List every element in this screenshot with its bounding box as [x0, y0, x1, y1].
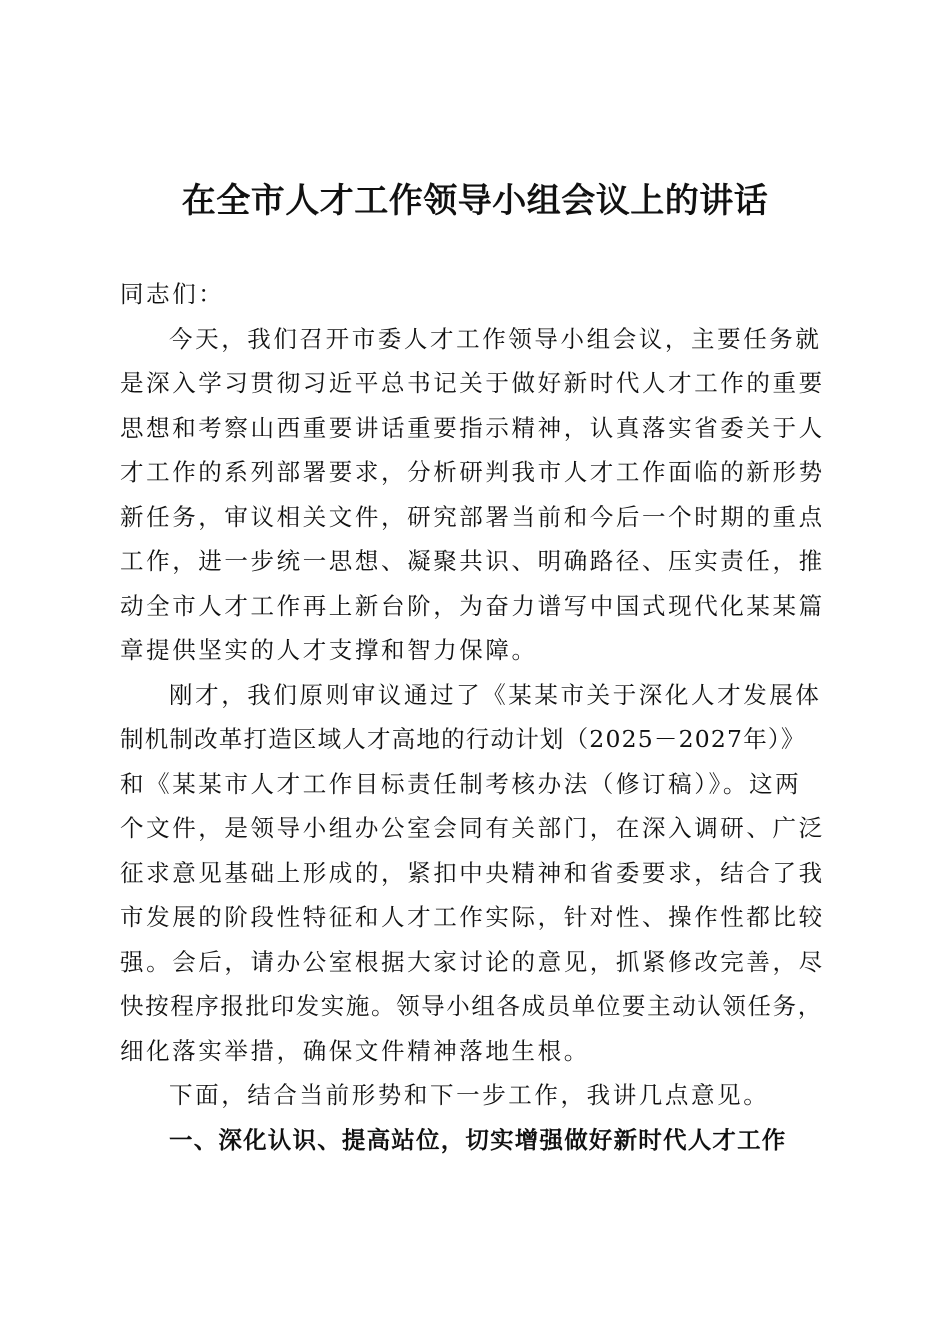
paragraph-line: 制机制改革打造区域人才高地的行动计划（2025－2027年）》: [120, 725, 806, 753]
document-body: [120, 272, 832, 1162]
paragraph-line: 市发展的阶段性特征和人才工作实际，针对性、操作性都比较: [120, 903, 825, 931]
paragraph-line: 思想和考察山西重要讲话重要指示精神，认真落实省委关于人: [120, 413, 825, 442]
salutation: 同志们：: [120, 280, 225, 308]
paragraph-line: 下面，结合当前形势和下一步工作，我讲几点意见。: [169, 1081, 770, 1109]
paragraph-line: 征求意见基础上形成的，紧扣中央精神和省委要求，结合了我: [120, 858, 825, 887]
paragraph-line: 和《某某市人才工作目标责任制考核办法（修订稿）》。这两: [120, 769, 802, 798]
paragraph-line: 动全市人才工作再上新台阶，为奋力谱写中国式现代化某某篇: [120, 591, 825, 620]
paragraph-line: 个文件，是领导小组办公室会同有关部门，在深入调研、广泛: [120, 814, 825, 842]
paragraph-opening: [120, 317, 832, 673]
paragraph-line: 刚才，我们原则审议通过了《某某市关于深化人才发展体: [169, 680, 822, 709]
paragraph-line: 今天，我们召开市委人才工作领导小组会议，主要任务就: [169, 324, 822, 353]
paragraph-line: 强。会后，请办公室根据大家讨论的意见，抓紧修改完善，尽: [120, 947, 825, 976]
paragraph-line: 章提供坚实的人才支撑和智力保障。: [120, 636, 538, 664]
paragraph-documents-review: [120, 673, 832, 1074]
paragraph-line: 快按程序报批印发实施。领导小组各成员单位要主动认领任务，: [120, 992, 823, 1020]
paragraph-line: 才工作的系列部署要求，分析研判我市人才工作面临的新形势: [120, 458, 825, 486]
paragraph-line: 是深入学习贯彻习近平总书记关于做好新时代人才工作的重要: [120, 369, 825, 397]
paragraph-transition: [120, 1073, 832, 1118]
paragraph-line: 细化落实举措，确保文件精神落地生根。: [120, 1036, 590, 1065]
document-title: 在全市人才工作领导小组会议上的讲话: [181, 181, 769, 221]
paragraph-line: 工作，进一步统一思想、凝聚共识、明确路径、压实责任，推: [120, 547, 825, 575]
section-heading: 一、深化认识、提高站位，切实增强做好新时代人才工作: [169, 1125, 787, 1154]
paragraph-line: 新任务，审议相关文件，研究部署当前和今后一个时期的重点: [120, 502, 825, 531]
